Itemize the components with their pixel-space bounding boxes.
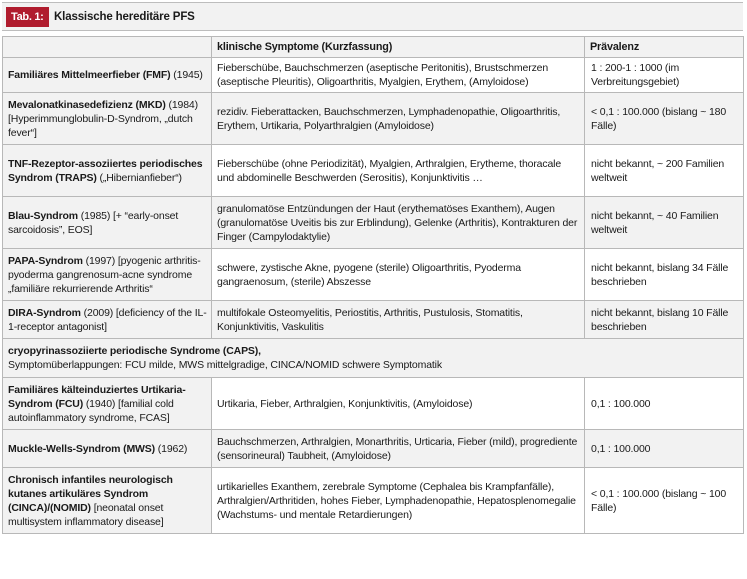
syndrome-cell (3, 301, 212, 339)
table-row (3, 301, 744, 339)
syndrome-cell (3, 468, 212, 534)
prevalence-cell: 1 : 200-1 : 1000 (im Verbreitungsgebiet) (585, 58, 744, 93)
syndrome-cell (3, 430, 212, 468)
syndrome-name: Muckle-Wells-Syndrom (MWS) (8, 442, 156, 455)
table-caption-bar (2, 2, 743, 31)
prevalence-cell: 0,1 : 100.000 (585, 430, 744, 468)
symptoms-cell: Urtikaria, Fieber, Arthralgien, Konjunktivitis, (Amyloidose) (212, 378, 585, 430)
prevalence-cell: nicht bekannt, bislang 10 Fälle beschrieben (585, 301, 744, 339)
caps-header-cell (3, 339, 744, 378)
syndrome-detail: (1940) [familial cold autoinflammatory syndrome, FCAS] (8, 397, 174, 424)
syndrome-name: Familiäres Mittelmeerfieber (FMF) (8, 69, 171, 81)
syndrome-detail: [neonatal onset multisystem inflammatory disease] (8, 501, 164, 528)
column-header-name (3, 37, 212, 58)
syndrome-name: PAPA-Syndrom (8, 254, 83, 267)
syndrome-cell (3, 58, 212, 93)
prevalence-cell: 0,1 : 100.000 (585, 378, 744, 430)
symptoms-cell: granulomatöse Entzündungen der Haut (erythematöses Exanthem), Augen (granulomatöse Uveitis bis zur Erblindung), Gelenke (Arthritis), Kontrakturen der Finger (Campylodaktylie) (212, 197, 585, 249)
caps-header-subtitle: Symptomüberlappungen: FCU milde, MWS mittelgradige, CINCA/NOMID schwere Symptomatik (8, 359, 442, 371)
syndrome-cell (3, 93, 212, 145)
syndrome-name: Chronisch infantiles neurologisch kutanes artikuläres Syndrom (CINCA)/(NOMID) (8, 473, 173, 514)
symptoms-cell: rezidiv. Fieberattacken, Bauchschmerzen, Lymphadenopathie, Oligoarthritis, Erythem, Urtikaria, Polyarthralgien (Amyloidose) (212, 93, 585, 145)
syndrome-detail: (2009) [deficiency of the IL-1-receptor antagonist] (8, 306, 207, 333)
table-header-row (3, 37, 744, 58)
pfs-table (2, 36, 744, 534)
table-row (3, 249, 744, 301)
syndrome-name: Mevalonatkinasedefizienz (MKD) (8, 98, 166, 111)
prevalence-cell: nicht bekannt, bislang 34 Fälle beschrieben (585, 249, 744, 301)
syndrome-name: Blau-Syndrom (8, 209, 78, 222)
table-label: Tab. 1: (6, 7, 49, 27)
syndrome-name: Familiäres kälteinduziertes Urtikaria-Syndrom (FCU) (8, 383, 186, 410)
symptoms-cell: schwere, zystische Akne, pyogene (sterile) Oligoarthritis, Pyoderma gangraenosum, (sterile) Abszesse (212, 249, 585, 301)
table-row (3, 58, 744, 93)
syndrome-detail: (1945) (173, 69, 203, 81)
prevalence-cell: < 0,1 : 100.000 (bislang ~ 180 Fälle) (585, 93, 744, 145)
table-title: Klassische hereditäre PFS (54, 11, 195, 23)
syndrome-detail: („Hibernianfieber“) (99, 171, 182, 184)
symptoms-cell: Fieberschübe, Bauchschmerzen (aseptische Peritonitis), Brustschmerzen (aseptische Pleuritis), Oligoarthritis, Myalgien, Erythem, (Amyloidose) (212, 58, 585, 93)
caps-header-title: cryopyrinassoziierte periodische Syndrome (CAPS), (8, 345, 261, 357)
table-row (3, 145, 744, 197)
symptoms-cell: multifokale Osteomyelitis, Periostitis, Arthritis, Pustulosis, Stomatitis, Konjunktivitis, Vaskulitis (212, 301, 585, 339)
syndrome-name: TNF-Rezeptor-assoziiertes periodisches Syndrom (TRAPS) (8, 157, 203, 184)
symptoms-cell: urtikarielles Exanthem, zerebrale Symptome (Cephalea bis Krampfanfälle), Arthralgien/Arthritiden, hohes Fieber, Lymphadenopathie, Hepatosplenomegalie (Wachstums- und mentale Retardierungen) (212, 468, 585, 534)
syndrome-cell (3, 249, 212, 301)
table-row (3, 93, 744, 145)
syndrome-cell (3, 197, 212, 249)
column-header-prevalence: Prävalenz (585, 37, 744, 58)
symptoms-cell: Bauchschmerzen, Arthralgien, Monarthritis, Urticaria, Fieber (mild), progrediente (sensorineural) Taubheit, (Amyloidose) (212, 430, 585, 468)
prevalence-cell: nicht bekannt, ~ 40 Familien weltweit (585, 197, 744, 249)
table-row (3, 378, 744, 430)
symptoms-cell: Fieberschübe (ohne Periodizität), Myalgien, Arthralgien, Erytheme, thoracale und abdominelle Beschwerden (Serositis), Konjunktivitis … (212, 145, 585, 197)
syndrome-detail: (1985) [+ “early-onset sarcoidosis”, EOS] (8, 209, 179, 236)
syndrome-detail: (1997) [pyogenic arthritis-pyoderma gangrenosum-acne syndrome „familiäre rekurrierende Arthritis“ (8, 254, 201, 295)
syndrome-detail: (1984) [Hyperimmunglobulin-D-Syndrom, „dutch fever“] (8, 98, 198, 139)
prevalence-cell: nicht bekannt, ~ 200 Familien weltweit (585, 145, 744, 197)
table-row (3, 468, 744, 534)
prevalence-cell: < 0,1 : 100.000 (bislang ~ 100 Fälle) (585, 468, 744, 534)
column-header-symptoms: klinische Symptome (Kurzfassung) (212, 37, 585, 58)
syndrome-detail: (1962) (157, 442, 188, 455)
table-row (3, 430, 744, 468)
syndrome-cell (3, 145, 212, 197)
caps-section-header (3, 339, 744, 378)
syndrome-cell (3, 378, 212, 430)
syndrome-name: DIRA-Syndrom (8, 306, 81, 319)
table-row (3, 197, 744, 249)
